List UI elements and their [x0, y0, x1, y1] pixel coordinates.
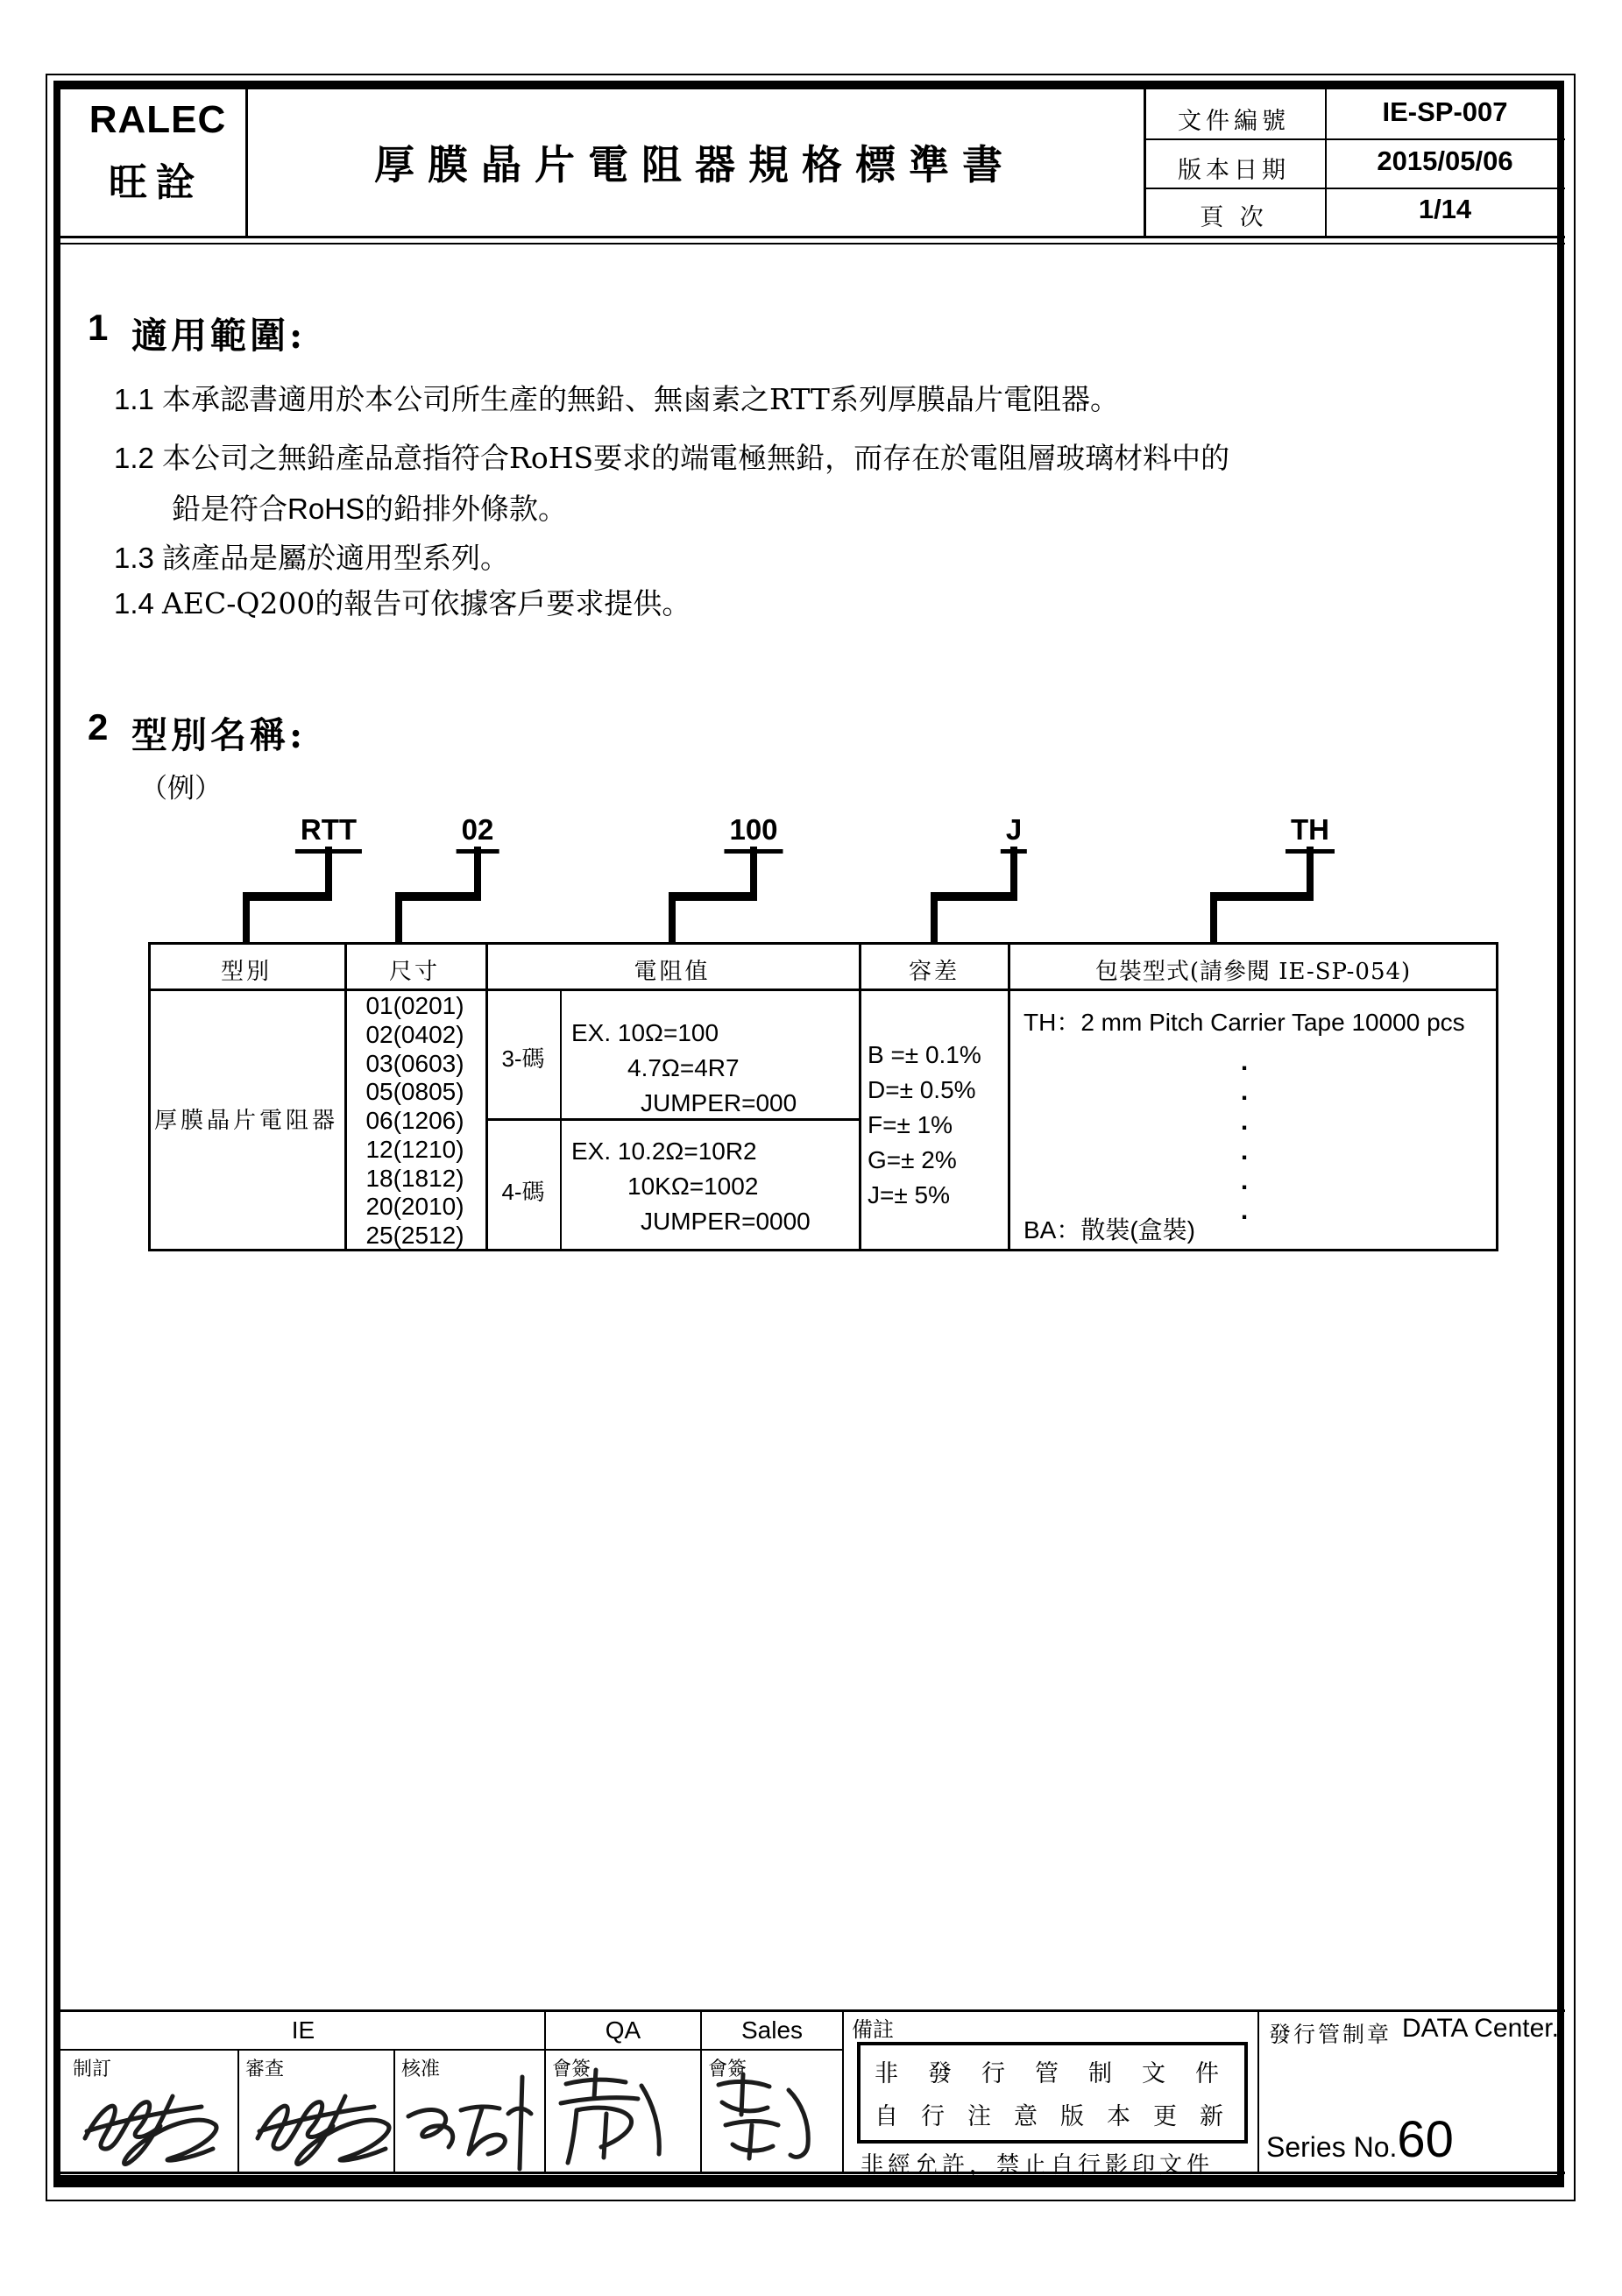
scope-item-1-3: [114, 535, 509, 577]
remarks-box-line2: 自行注意版本更新: [875, 2103, 1246, 2130]
res3-line: JUMPER=000: [641, 1089, 797, 1116]
size-item: 25(2512): [365, 1222, 464, 1249]
col-header-resistance: 電阻值: [634, 959, 711, 985]
remarks-box: [857, 2042, 1248, 2144]
footer-top-line: [60, 2009, 1565, 2012]
connector-line: [1210, 901, 1217, 943]
code-size: 02: [457, 813, 499, 854]
tolerance-line: B =± 0.1%: [868, 1041, 981, 1068]
size-item: 03(0603): [365, 1049, 464, 1077]
doc-number-value: IE-SP-007: [1382, 96, 1508, 127]
code-series: RTT: [295, 813, 362, 854]
group-sales: Sales: [740, 2016, 804, 2044]
connector-line: [395, 901, 402, 943]
example-label: （例）: [140, 773, 222, 804]
stamp-label: 發行管制章: [1269, 2022, 1392, 2047]
col-header-packaging: 包裝型式(請參閱 IE-SP-054): [1094, 959, 1412, 985]
version-date-value: 2015/05/06: [1377, 145, 1513, 176]
size-item: 05(0805): [365, 1078, 464, 1106]
footer-col-line: [842, 2009, 844, 2172]
connector-line: [669, 892, 755, 901]
signature-draft: [74, 2077, 228, 2169]
signature-approve: [401, 2068, 542, 2173]
group-ie: IE: [291, 2016, 315, 2044]
series-value: 60: [1397, 2111, 1454, 2168]
footer-col-line: [700, 2009, 702, 2172]
col-header-tolerance: 容差: [908, 959, 960, 985]
section1-heading: 適用範圍:: [131, 315, 307, 357]
sign-label-review: 審查: [245, 2059, 285, 2080]
signature-countersign-qa: [550, 2059, 695, 2169]
part-table-col-line: [1008, 942, 1010, 1251]
code-tolerance: J: [1001, 813, 1027, 854]
signature-countersign-sales: [706, 2064, 838, 2169]
tolerance-line: F=± 1%: [868, 1111, 953, 1138]
part-table-header-line: [148, 989, 1498, 991]
remarks-note: 非經允許，禁止自行影印文件: [861, 2152, 1215, 2179]
doc-number-label: 文件編號: [1178, 108, 1290, 135]
size-item: 18(1812): [365, 1164, 464, 1192]
footer-col-line: [1257, 2009, 1259, 2172]
scope-item-text: 本承認書適用於本公司所生產的無鉛、無鹵素之RTT系列厚膜晶片電阻器。: [162, 382, 1119, 416]
tolerance-line: G=± 2%: [868, 1146, 957, 1173]
version-date-label: 版本日期: [1178, 157, 1290, 184]
part-table-col-line: [859, 942, 861, 1251]
section1-number: 1: [88, 307, 109, 348]
company-logo: RALEC: [89, 98, 227, 141]
packaging-ba-line: BA：散裝(盒裝): [1023, 1216, 1196, 1244]
footer-col-line: [237, 2049, 239, 2172]
scope-item-1-2-cont: 鉛是符合RoHS的鉛排外條款。: [172, 493, 568, 525]
header-divider-fields: [1325, 89, 1327, 237]
header-row-line-2: [1144, 188, 1565, 189]
scope-item-number: 1.3: [114, 542, 154, 574]
remarks-box-line1: 非發行管制文件: [875, 2060, 1249, 2087]
part-table-split-line: [485, 1118, 861, 1121]
part-table-col-line: [485, 942, 488, 1251]
header-divider-title: [1144, 89, 1146, 237]
cell-size-list: [347, 992, 483, 1250]
res4-line: JUMPER=0000: [641, 1208, 811, 1235]
stamp-value: DATA Center.: [1402, 2014, 1559, 2043]
res3-line: 4.7Ω=4R7: [627, 1054, 740, 1081]
connector-line: [669, 901, 676, 943]
size-item: 01(0201): [365, 992, 464, 1019]
size-item: 12(1210): [365, 1135, 464, 1163]
group-qa: QA: [605, 2016, 641, 2044]
tolerance-line: J=± 5%: [868, 1181, 950, 1208]
tolerance-line: D=± 0.5%: [868, 1076, 976, 1103]
connector-line: [395, 892, 479, 901]
signature-review: [247, 2077, 400, 2169]
sign-label-approve: 核准: [401, 2059, 441, 2080]
connector-line: [931, 892, 1016, 901]
code-resistance: 100: [724, 813, 783, 854]
footer-col-line: [544, 2009, 546, 2172]
page-title: 厚膜晶片電阻器規格標準書: [374, 141, 1016, 188]
header-bottom-line-b: [60, 243, 1565, 244]
res4-line: 10KΩ=1002: [627, 1173, 759, 1200]
scope-item-1-1: [114, 377, 1119, 418]
footer-header-line: [60, 2049, 844, 2051]
scope-item-text: 該產品是屬於適用型系列。: [162, 541, 510, 575]
packaging-ellipsis: . . . . . .: [1240, 1047, 1249, 1225]
sign-label-countersign-qa: 會簽: [552, 2059, 591, 2080]
series-label: Series No.: [1266, 2131, 1398, 2163]
sign-label-draft: 制訂: [73, 2059, 112, 2080]
scope-item-1-2: [114, 436, 1229, 477]
remarks-label: 備註: [852, 2017, 894, 2042]
scope-item-number: 1.1: [114, 383, 154, 415]
cell-4code-label: 4-碼: [501, 1179, 545, 1205]
company-logo-chinese: 旺詮: [109, 160, 203, 205]
scope-item-text: AEC-Q200的報告可依據客戶要求提供。: [162, 586, 691, 620]
connector-line: [243, 901, 250, 943]
res4-line: EX. 10.2Ω=10R2: [571, 1137, 757, 1165]
section2-number: 2: [88, 706, 109, 748]
connector-line: [931, 901, 938, 943]
header-bottom-line-a: [60, 236, 1565, 238]
packaging-th-line: TH：2 mm Pitch Carrier Tape 10000 pcs: [1023, 1009, 1465, 1036]
scope-item-number: 1.2: [114, 442, 154, 474]
header-divider-logo: [245, 89, 248, 237]
cell-3code-label: 3-碼: [501, 1045, 545, 1072]
scope-item-number: 1.4: [114, 587, 154, 620]
connector-line: [243, 892, 330, 901]
res3-line: EX. 10Ω=100: [571, 1019, 719, 1046]
cell-type-value: 厚膜晶片電阻器: [153, 1108, 339, 1134]
scope-item-1-4: [114, 581, 691, 622]
page-count-value: 1/14: [1418, 194, 1472, 224]
col-header-type: 型別: [220, 959, 273, 985]
code-packaging: TH: [1286, 813, 1335, 854]
size-item: 02(0402): [365, 1020, 464, 1048]
connector-line: [1210, 892, 1312, 901]
size-item: 20(2010): [365, 1193, 464, 1221]
scope-item-text: 本公司之無鉛產品意指符合RoHS要求的端電極無鉛，而存在於電阻層玻璃材料中的: [162, 441, 1230, 475]
header-row-line-1: [1144, 138, 1565, 140]
section2-heading: 型別名稱:: [131, 714, 307, 756]
sign-label-countersign-sales: 會簽: [708, 2059, 747, 2080]
footer-bottom-line: [60, 2172, 1565, 2174]
size-item: 06(1206): [365, 1107, 464, 1134]
series-number: [1266, 2110, 1454, 2169]
page-count-label: 頁 次: [1200, 204, 1268, 231]
col-header-size: 尺寸: [388, 959, 441, 985]
